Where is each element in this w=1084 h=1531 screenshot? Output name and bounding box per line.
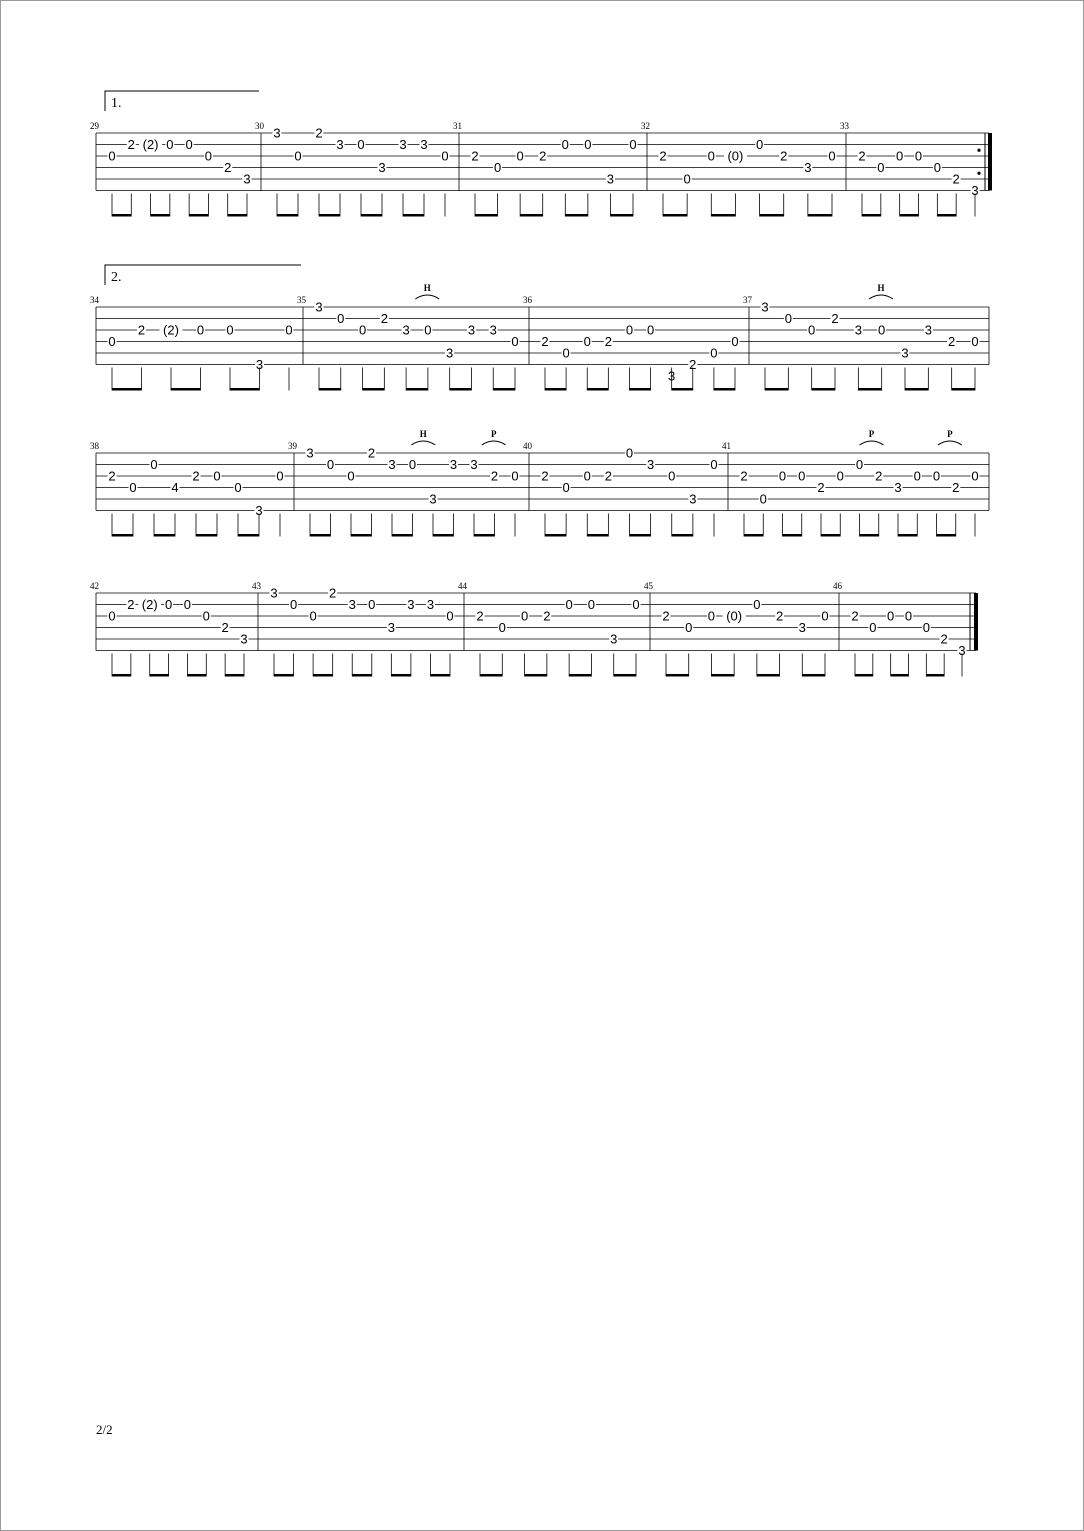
note-beam xyxy=(151,214,170,217)
fret-number: 3 xyxy=(901,345,909,361)
fret-number: 3 xyxy=(240,631,248,647)
fret-number: 0 xyxy=(584,137,592,152)
note-beam xyxy=(520,214,543,217)
fret-number: 2 xyxy=(108,468,116,484)
note-beam xyxy=(225,674,244,677)
fret-number: 0 xyxy=(498,620,506,635)
repeat-dot xyxy=(977,172,980,175)
fret-number: (2) xyxy=(141,597,158,612)
note-beam xyxy=(569,674,591,677)
fret-number: (2) xyxy=(163,322,179,338)
fret-number: 0 xyxy=(347,468,355,484)
note-beam xyxy=(858,388,881,391)
fret-number: 0 xyxy=(337,311,345,326)
fret-number: 0 xyxy=(877,160,885,175)
note-beam xyxy=(663,214,687,217)
fret-number: 2 xyxy=(875,468,883,484)
fret-number: 2 xyxy=(471,148,479,164)
fret-number: 2 xyxy=(329,585,337,601)
fret-number: 2 xyxy=(858,148,866,164)
measure-number: 37 xyxy=(743,295,752,305)
note-beam xyxy=(525,674,547,677)
note-beam xyxy=(629,388,650,391)
measure-number: 35 xyxy=(297,295,306,305)
fret-number: 3 xyxy=(378,160,386,175)
technique-mark: P xyxy=(868,429,875,439)
fret-number: 2 xyxy=(940,631,948,647)
slur-arc xyxy=(860,441,884,445)
note-beam xyxy=(196,534,217,537)
volta-bracket xyxy=(105,265,301,285)
fret-number: 0 xyxy=(562,345,570,361)
note-beam xyxy=(672,534,693,537)
fret-number: 2 xyxy=(490,468,499,484)
note-beam xyxy=(587,388,608,391)
fret-number: (0) xyxy=(727,148,744,164)
note-beam xyxy=(228,214,247,217)
fret-number: 0 xyxy=(887,608,895,624)
fret-number: 3 xyxy=(420,137,428,152)
fret-number: 0 xyxy=(204,148,213,164)
note-beam xyxy=(187,674,206,677)
fret-number: 0 xyxy=(511,334,519,349)
fret-number: 0 xyxy=(707,608,716,624)
note-beam xyxy=(150,674,169,677)
note-beam xyxy=(545,534,566,537)
fret-number: 0 xyxy=(933,160,941,175)
note-beam xyxy=(352,674,372,677)
note-beam xyxy=(937,534,956,537)
fret-number: 0 xyxy=(798,468,806,484)
fret-number: 0 xyxy=(646,322,655,338)
fret-number: 2 xyxy=(224,160,232,175)
fret-number: 0 xyxy=(821,608,829,624)
fret-number: 2 xyxy=(127,597,135,612)
note-beam xyxy=(430,674,450,677)
note-beam xyxy=(319,388,341,391)
measure-number: 31 xyxy=(453,121,462,131)
fret-number: 2 xyxy=(543,608,551,624)
measure-number: 34 xyxy=(90,295,99,305)
fret-number: 0 xyxy=(932,468,941,484)
fret-number: 0 xyxy=(424,322,432,338)
fret-number: 3 xyxy=(467,322,476,338)
note-beam xyxy=(783,534,802,537)
note-beam xyxy=(545,388,566,391)
fret-number: 0 xyxy=(561,137,569,152)
fret-number: 3 xyxy=(971,183,979,198)
measure-number: 33 xyxy=(840,121,849,131)
fret-number: 0 xyxy=(710,457,718,472)
fret-number: 2 xyxy=(137,322,146,338)
note-beam xyxy=(277,214,298,217)
fret-number: 0 xyxy=(855,457,864,472)
measure-number: 38 xyxy=(90,441,99,451)
note-beam xyxy=(862,214,881,217)
fret-number: 3 xyxy=(399,137,407,152)
measure-number: 44 xyxy=(458,581,467,591)
note-beam xyxy=(475,214,498,217)
fret-number: 0 xyxy=(309,608,317,624)
fret-number: 0 xyxy=(565,597,573,612)
fret-number: 0 xyxy=(493,160,502,175)
fret-number: 0 xyxy=(759,491,767,507)
fret-number: 2 xyxy=(127,137,135,152)
fret-number: 3 xyxy=(668,368,676,384)
fret-number: 3 xyxy=(894,480,902,495)
fret-number: 3 xyxy=(610,631,618,647)
page-number: 2/2 xyxy=(96,1422,113,1437)
note-beam xyxy=(230,388,260,391)
technique-mark: P xyxy=(491,429,497,439)
fret-number: 2 xyxy=(775,608,784,624)
technique-mark: P xyxy=(947,429,953,439)
slur-arc xyxy=(411,441,435,445)
fret-number: 0 xyxy=(685,620,693,635)
fret-number: 0 xyxy=(808,322,816,338)
note-beam xyxy=(614,674,636,677)
slur-arc xyxy=(938,441,962,445)
note-beam xyxy=(926,674,944,677)
fret-number: 2 xyxy=(541,468,549,484)
fret-number: 0 xyxy=(587,597,596,612)
fret-number: 3 xyxy=(606,171,615,187)
fret-number: 2 xyxy=(662,608,670,624)
fret-number: 0 xyxy=(202,608,210,624)
fret-number: 3 xyxy=(798,620,806,635)
note-beam xyxy=(714,388,735,391)
fret-number: 3 xyxy=(407,597,415,612)
fret-number: 2 xyxy=(780,148,788,164)
note-beam xyxy=(744,534,763,537)
fret-number: 3 xyxy=(924,322,932,338)
fret-number: 0 xyxy=(755,137,764,152)
fret-number: 3 xyxy=(315,299,323,315)
note-beam xyxy=(310,534,331,537)
note-beam xyxy=(565,214,588,217)
fret-number: 0 xyxy=(446,608,454,624)
note-beam xyxy=(757,674,780,677)
fret-number: 0 xyxy=(108,608,116,624)
fret-number: 0 xyxy=(183,597,192,612)
note-beam xyxy=(891,674,909,677)
tablature-score xyxy=(1,1,1083,1530)
fret-number: 0 xyxy=(196,322,205,338)
fret-number: 0 xyxy=(828,148,836,164)
fret-number: 2 xyxy=(221,620,229,635)
measure-number: 30 xyxy=(255,121,264,131)
fret-number: 0 xyxy=(731,334,739,349)
note-beam xyxy=(406,388,428,391)
fret-number: 2 xyxy=(851,608,859,624)
fret-number: 0 xyxy=(408,457,417,472)
fret-number: 0 xyxy=(971,468,979,484)
fret-number: 0 xyxy=(668,468,676,484)
fret-number: 0 xyxy=(710,345,718,361)
fret-number: (2) xyxy=(142,137,159,152)
note-beam xyxy=(319,214,340,217)
fret-number: 0 xyxy=(753,597,761,612)
measure-number: 39 xyxy=(288,441,297,451)
fret-number: 0 xyxy=(108,148,116,164)
fret-number: (0) xyxy=(726,608,743,624)
note-beam xyxy=(711,214,735,217)
fret-number: 3 xyxy=(402,322,410,338)
measure-number: 29 xyxy=(90,121,99,131)
fret-number: 2 xyxy=(192,468,200,484)
fret-number: 2 xyxy=(817,480,825,495)
note-beam xyxy=(351,534,372,537)
fret-number: 0 xyxy=(914,148,923,164)
note-beam xyxy=(610,214,633,217)
fret-number: 0 xyxy=(625,445,634,461)
fret-number: 0 xyxy=(878,322,886,338)
fret-number: 3 xyxy=(446,345,454,361)
fret-number: 0 xyxy=(358,322,367,338)
fret-number: 0 xyxy=(516,148,524,164)
note-beam xyxy=(905,388,928,391)
fret-number: 2 xyxy=(740,468,748,484)
note-beam xyxy=(765,388,788,391)
fret-number: 0 xyxy=(707,148,715,164)
fret-number: 3 xyxy=(348,597,356,612)
fret-number: 2 xyxy=(476,608,484,624)
note-beam xyxy=(189,214,208,217)
note-beam xyxy=(313,674,333,677)
fret-number: 3 xyxy=(255,503,263,518)
fret-number: 0 xyxy=(683,171,691,187)
fret-number: 2 xyxy=(380,311,388,326)
measure-number: 42 xyxy=(90,581,99,591)
note-beam xyxy=(900,214,919,217)
note-beam xyxy=(450,388,472,391)
fret-number: 2 xyxy=(541,334,549,349)
fret-number: 3 xyxy=(449,457,458,472)
fret-number: 0 xyxy=(226,322,234,338)
fret-number: 2 xyxy=(659,148,667,164)
fret-number: 0 xyxy=(441,148,449,164)
fret-number: 3 xyxy=(489,322,497,338)
fret-number: 3 xyxy=(804,160,812,175)
note-beam xyxy=(587,534,608,537)
fret-number: 0 xyxy=(368,597,376,612)
fret-number: 2 xyxy=(952,480,960,495)
measure-number: 45 xyxy=(644,581,653,591)
note-beam xyxy=(112,214,131,217)
technique-mark: H xyxy=(877,283,885,293)
note-beam xyxy=(952,388,975,391)
fret-number: 0 xyxy=(294,148,302,164)
note-beam xyxy=(154,534,175,537)
note-beam xyxy=(812,388,835,391)
fret-number: 0 xyxy=(778,468,787,484)
note-beam xyxy=(711,674,734,677)
fret-number: 2 xyxy=(539,148,547,164)
note-beam xyxy=(274,674,294,677)
volta-label: 1. xyxy=(111,96,122,111)
fret-number: 0 xyxy=(285,322,293,338)
measure-number: 46 xyxy=(833,581,842,591)
fret-number: 0 xyxy=(629,137,637,152)
fret-number: 0 xyxy=(511,468,519,484)
fret-number: 3 xyxy=(388,457,396,472)
note-beam xyxy=(672,388,693,391)
fret-number: 0 xyxy=(869,620,877,635)
slur-arc xyxy=(415,295,439,299)
fret-number: 0 xyxy=(213,468,221,484)
final-barline xyxy=(974,593,978,651)
volta-bracket xyxy=(105,91,259,111)
fret-number: 0 xyxy=(625,322,634,338)
measure-number: 36 xyxy=(523,295,532,305)
note-beam xyxy=(802,674,825,677)
fret-number: 0 xyxy=(583,334,591,349)
fret-number: 3 xyxy=(761,299,769,315)
fret-number: 0 xyxy=(357,137,365,152)
note-beam xyxy=(760,214,784,217)
fret-number: 4 xyxy=(171,480,179,495)
volta-label: 2. xyxy=(111,270,122,285)
fret-number: 2 xyxy=(948,334,956,349)
fret-number: 0 xyxy=(896,148,904,164)
note-beam xyxy=(433,534,454,537)
note-beam xyxy=(171,388,201,391)
fret-number: 3 xyxy=(470,457,478,472)
fret-number: 2 xyxy=(367,445,376,461)
fret-number: 0 xyxy=(632,597,640,612)
fret-number: 0 xyxy=(583,468,591,484)
note-beam xyxy=(480,674,502,677)
slur-arc xyxy=(482,441,506,445)
fret-number: 0 xyxy=(904,608,913,624)
technique-mark: H xyxy=(423,283,431,293)
note-beam xyxy=(808,214,832,217)
fret-number: 0 xyxy=(129,480,137,495)
fret-number: 3 xyxy=(243,171,251,187)
fret-number: 2 xyxy=(315,125,323,141)
fret-number: 2 xyxy=(831,311,839,326)
slur-arc xyxy=(869,295,893,299)
note-beam xyxy=(855,674,873,677)
note-beam xyxy=(361,214,382,217)
fret-number: 0 xyxy=(326,457,335,472)
fret-number: 0 xyxy=(276,468,284,484)
fret-number: 0 xyxy=(166,137,174,152)
fret-number: 3 xyxy=(429,491,437,507)
note-beam xyxy=(112,534,133,537)
note-beam xyxy=(860,534,879,537)
measure-number: 41 xyxy=(722,441,731,451)
fret-number: 0 xyxy=(922,620,930,635)
fret-number: 2 xyxy=(952,171,960,187)
fret-number: 3 xyxy=(854,322,862,338)
note-beam xyxy=(898,534,917,537)
fret-number: 3 xyxy=(273,125,281,141)
fret-number: 3 xyxy=(689,491,697,507)
fret-number: 3 xyxy=(426,597,435,612)
technique-mark: H xyxy=(419,429,427,439)
fret-number: 0 xyxy=(289,597,298,612)
fret-number: 3 xyxy=(958,643,966,658)
fret-number: 2 xyxy=(604,334,612,349)
fret-number: 0 xyxy=(164,597,173,612)
note-beam xyxy=(474,534,495,537)
note-beam xyxy=(937,214,956,217)
fret-number: 3 xyxy=(336,137,344,152)
fret-number: 0 xyxy=(784,311,792,326)
note-beam xyxy=(666,674,689,677)
fret-number: 0 xyxy=(562,480,570,495)
note-beam xyxy=(112,674,131,677)
note-beam xyxy=(821,534,840,537)
fret-number: 3 xyxy=(255,357,264,372)
note-beam xyxy=(363,388,385,391)
fret-number: 3 xyxy=(270,585,278,601)
fret-number: 2 xyxy=(689,357,697,372)
fret-number: 0 xyxy=(836,468,844,484)
repeat-dot xyxy=(977,149,980,152)
note-beam xyxy=(391,674,411,677)
note-beam xyxy=(238,534,259,537)
fret-number: 0 xyxy=(520,608,529,624)
fret-number: 2 xyxy=(604,468,612,484)
note-beam xyxy=(392,534,413,537)
measure-number: 43 xyxy=(252,581,261,591)
measure-number: 32 xyxy=(641,121,650,131)
fret-number: 3 xyxy=(647,457,655,472)
fret-number: 0 xyxy=(108,334,116,349)
fret-number: 0 xyxy=(150,457,158,472)
fret-number: 3 xyxy=(387,620,395,635)
note-beam xyxy=(493,388,515,391)
measure-number: 40 xyxy=(523,441,532,451)
note-beam xyxy=(630,534,651,537)
fret-number: 3 xyxy=(306,445,314,461)
fret-number: 0 xyxy=(971,334,979,349)
note-beam xyxy=(112,388,142,391)
note-beam xyxy=(403,214,424,217)
fret-number: 0 xyxy=(185,137,193,152)
fret-number: 0 xyxy=(234,480,242,495)
fret-number: 0 xyxy=(913,468,921,484)
final-barline xyxy=(988,133,992,191)
